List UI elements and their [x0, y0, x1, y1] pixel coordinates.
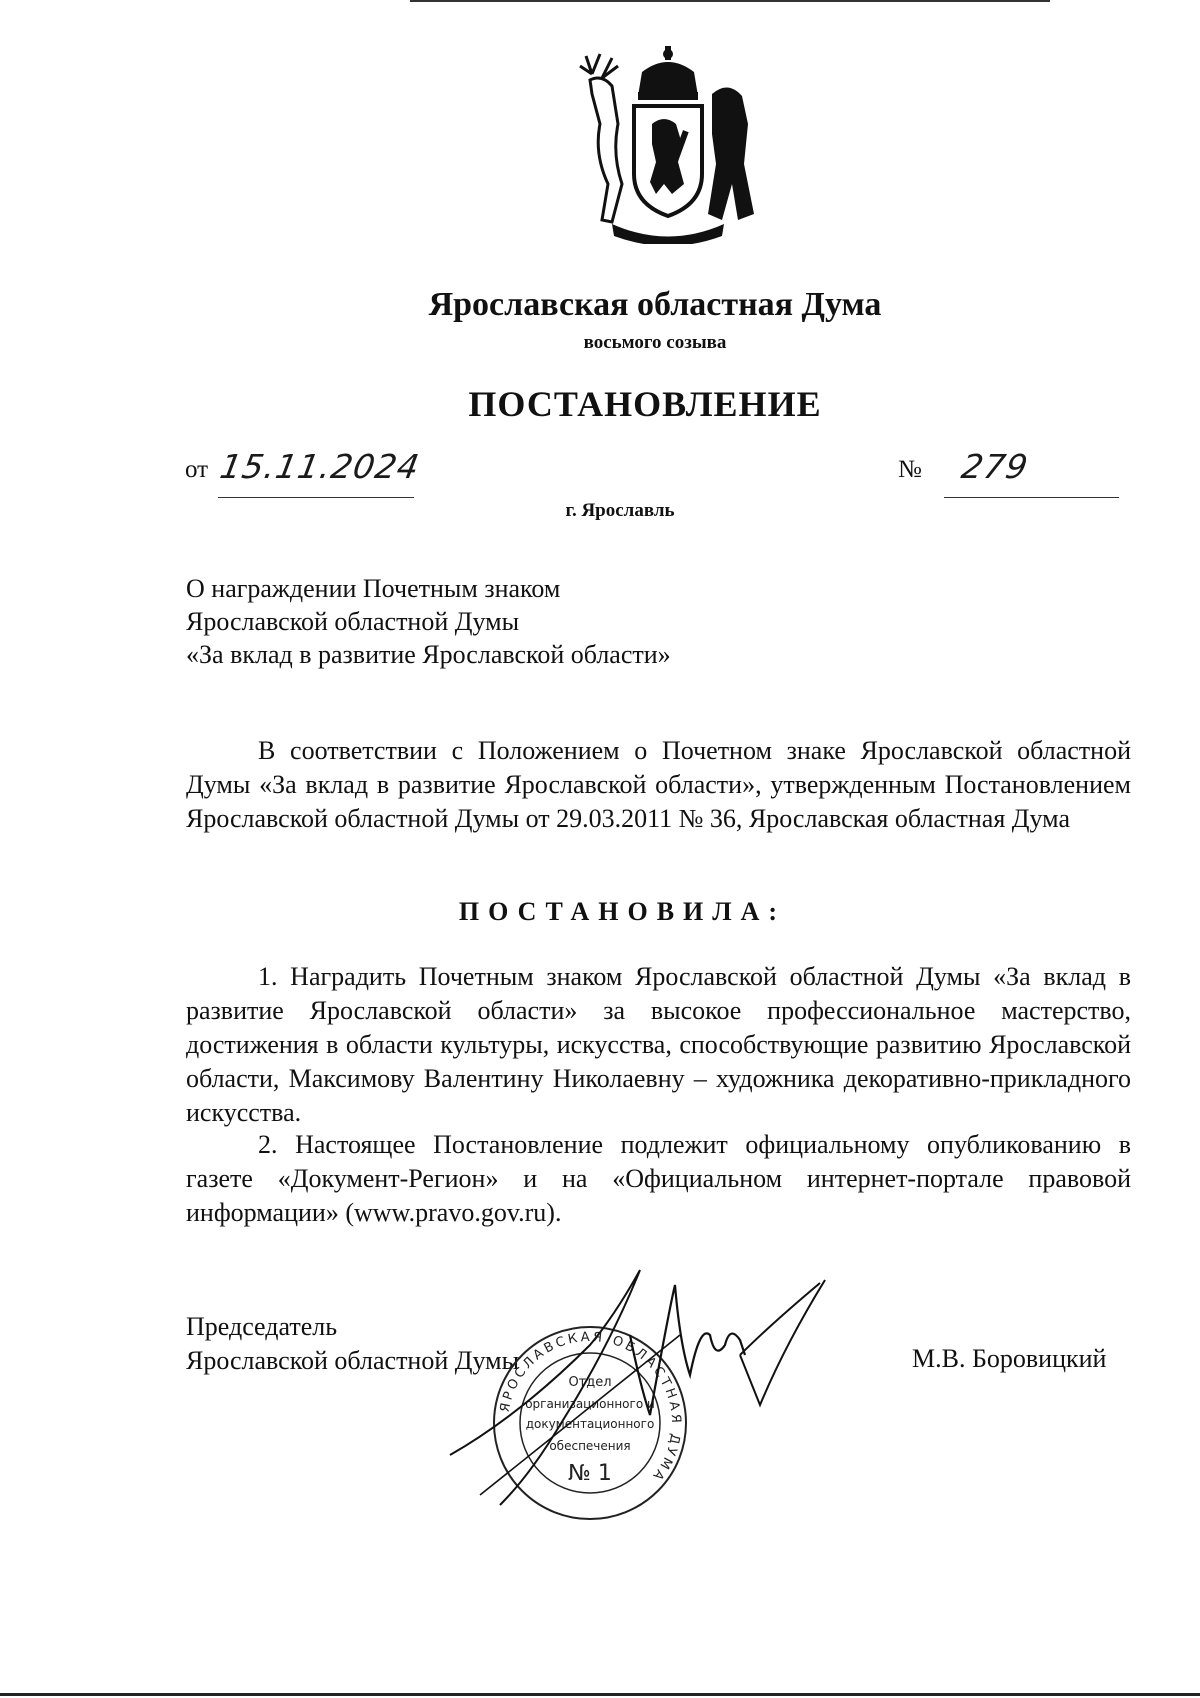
stamp-line: обеспечения — [549, 1439, 631, 1453]
signer-name: М.В. Боровицкий — [912, 1344, 1107, 1373]
number-field — [898, 456, 922, 484]
number-prefix: № — [898, 456, 922, 483]
scan-edge-top — [410, 0, 1050, 2]
convocation-label: восьмого созыва — [583, 332, 727, 353]
handwritten-signature — [440, 1265, 920, 1525]
date-prefix: от — [185, 456, 209, 483]
organization-name: Ярославская областная Дума — [428, 286, 882, 323]
city-label: г. Ярославль — [565, 500, 675, 521]
stamp-line: организационного и — [525, 1397, 655, 1411]
date-underline — [218, 497, 414, 498]
stamp-line: Отдел — [568, 1375, 612, 1390]
subject-block — [186, 572, 671, 671]
date-field — [185, 456, 208, 484]
stamp-number: № 1 — [568, 1461, 612, 1486]
handwritten-number: 279 — [958, 447, 1032, 486]
resolution-item-1: 1. Наградить Почетным знаком Ярославской областной Думы «За вклад в развитие Ярославской области» за высокое профессиональное мастерство, достижения в области культуры, искусства, способствующие развитию Ярославской области, Максимову Валентину Николаевну – художника декоративно-прикладного искусства. — [186, 962, 1131, 1127]
subject-line: Ярославской областной Думы — [186, 607, 520, 636]
signer-title-line: Ярославской областной Думы — [186, 1346, 520, 1375]
document-type-heading: ПОСТАНОВЛЕНИЕ — [468, 384, 822, 424]
preamble-paragraph: В соответствии с Положением о Почетном знаке Ярославской областной Думы «За вклад в развитие Ярославской области», утвержденным Постановлением Ярославской областной Думы от 29.03.2011 № 36, Ярославская областная Дума — [186, 736, 1131, 833]
resolved-heading: ПОСТАНОВИЛА: — [458, 897, 787, 926]
scan-edge-bottom — [0, 1693, 1200, 1696]
number-underline — [944, 497, 1119, 498]
subject-line: «За вклад в развитие Ярославской области» — [186, 640, 671, 669]
subject-line: О награждении Почетным знаком — [186, 574, 561, 603]
resolution-item-2: 2. Настоящее Постановление подлежит официальному опубликованию в газете «Документ-Регион» и на «Официальном интернет-портале правовой информации» (www.pravo.gov.ru). — [186, 1130, 1131, 1227]
signer-title-line: Председатель — [186, 1312, 338, 1341]
stamp-ring-text: ЯРОСЛАВСКАЯ ОБЛАСТНАЯ ДУМА — [497, 1329, 684, 1485]
handwritten-date: 15.11.2024 — [217, 447, 423, 486]
coat-of-arms-icon — [572, 44, 764, 244]
stamp-line: документационного — [525, 1417, 655, 1431]
